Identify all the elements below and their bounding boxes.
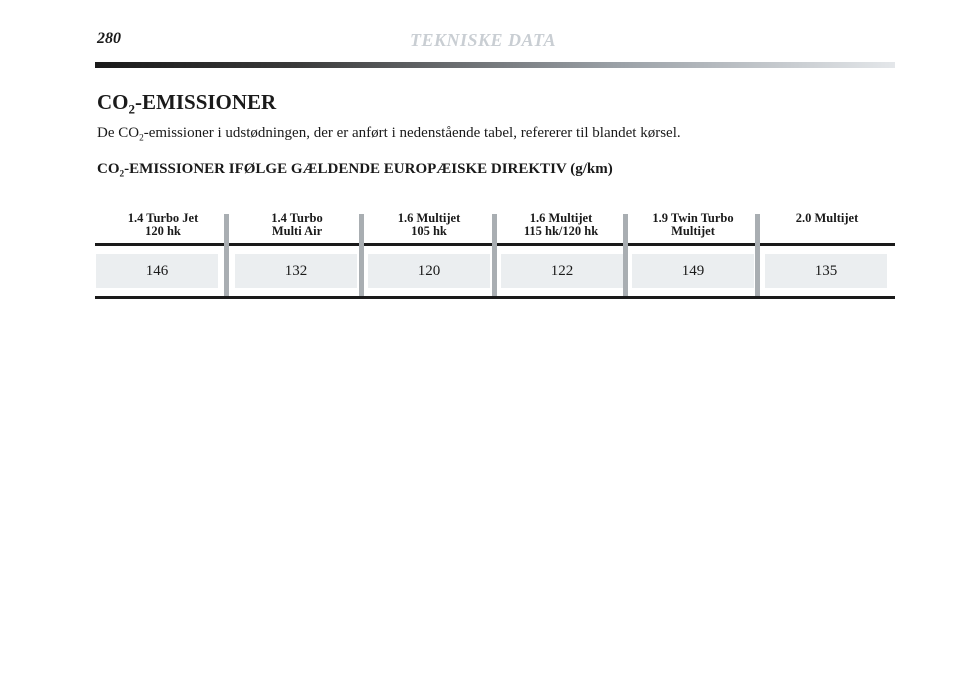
- intro-subscript: 2: [139, 133, 144, 144]
- intro-prefix: De CO: [97, 125, 140, 141]
- column-header-line1: 1.4 Turbo: [271, 211, 323, 225]
- emissions-table: [95, 210, 895, 300]
- table-cell: 132: [235, 254, 357, 288]
- column-separator: [623, 214, 628, 297]
- page-number: 280: [97, 30, 121, 47]
- column-header-line1: 2.0 Multijet: [795, 211, 859, 225]
- subtitle-subscript: 2: [119, 169, 125, 180]
- subtitle-suffix: -EMISSIONER IFØLGE GÆLDENDE EUROPÆISKE DIREKTIV (g/km): [124, 161, 613, 177]
- section-title: [97, 90, 276, 118]
- column-header-line2: 115 hk/120 hk: [523, 224, 599, 238]
- subtitle-prefix: CO: [97, 161, 120, 177]
- column-header-line2: Multijet: [671, 224, 715, 238]
- section-title-subscript: 2: [128, 101, 136, 117]
- table-cell: 135: [765, 254, 887, 288]
- column-header: [631, 212, 755, 238]
- section-title-suffix: -EMISSIONER: [135, 90, 277, 114]
- table-cell: 122: [501, 254, 623, 288]
- table-bottom-rule: [95, 296, 895, 299]
- column-header-line2: 105 hk: [411, 224, 447, 238]
- column-header: [235, 212, 359, 238]
- column-header-line2: Multi Air: [271, 224, 323, 238]
- header-rule: [95, 62, 895, 68]
- table-cell: 120: [368, 254, 490, 288]
- column-header-line1: 1.6 Multijet: [397, 211, 461, 225]
- column-header: [367, 212, 491, 238]
- table-cell: 149: [632, 254, 754, 288]
- table-cell: 146: [96, 254, 218, 288]
- running-header-title: TEKNISKE DATA: [410, 30, 557, 50]
- column-header-line2: 120 hk: [145, 224, 181, 238]
- column-separator: [755, 214, 760, 297]
- column-header: [101, 212, 225, 238]
- intro-paragraph: [97, 125, 681, 143]
- column-header: [765, 212, 889, 225]
- section-title-prefix: CO: [97, 90, 129, 114]
- column-header-line1: 1.9 Twin Turbo: [652, 211, 734, 225]
- column-header-line1: 1.4 Turbo Jet: [127, 211, 199, 225]
- column-separator: [224, 214, 229, 297]
- column-header-line1: 1.6 Multijet: [529, 211, 593, 225]
- table-subtitle: [97, 161, 613, 179]
- column-separator: [492, 214, 497, 297]
- intro-suffix: -emissioner i udstødningen, der er anført i nedenstående tabel, refererer til blandet kørsel.: [143, 125, 681, 141]
- column-separator: [359, 214, 364, 297]
- column-header: [499, 212, 623, 238]
